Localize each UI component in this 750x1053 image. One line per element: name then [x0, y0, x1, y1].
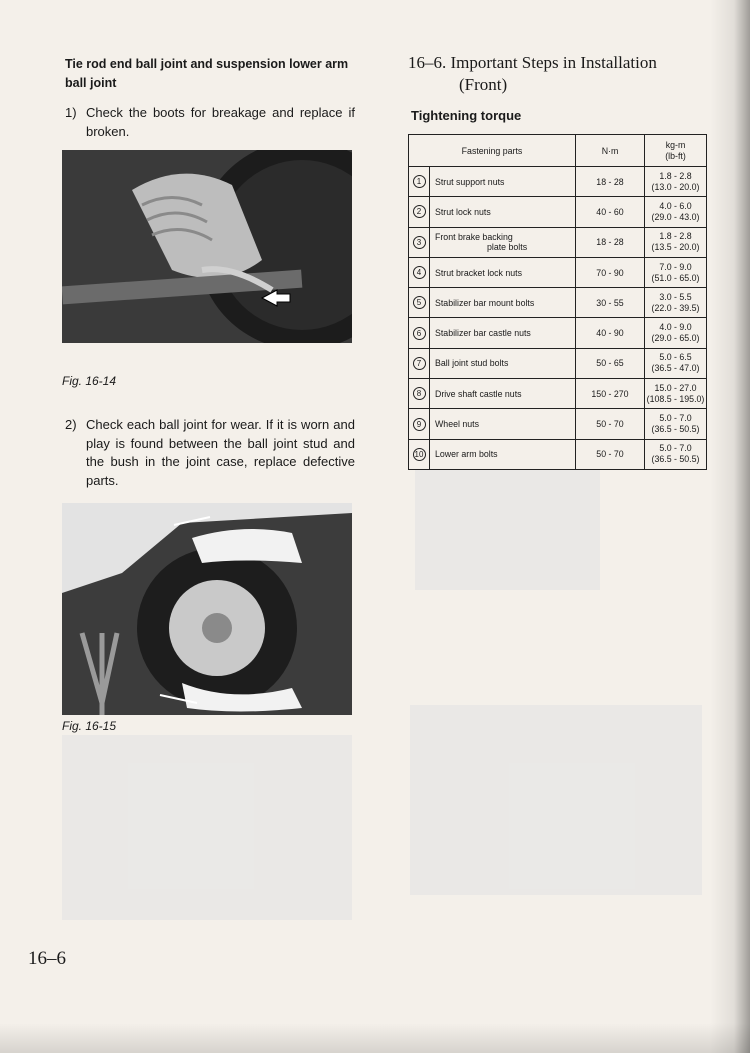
row-part-name: Drive shaft castle nuts: [435, 388, 522, 399]
row-index-number: 5: [413, 296, 426, 309]
row-index-number: 4: [413, 266, 426, 279]
figure-16-14-caption: Fig. 16-14: [62, 374, 117, 388]
torque-table-header-row: [409, 135, 707, 167]
step-2-text: Check each ball joint for wear. If it is worn and play is found between the ball joint stud and the bush in the joint case, replace defective parts.: [86, 417, 355, 488]
row-nm-value: 40 - 90: [576, 318, 645, 348]
row-kgm-cell: [645, 167, 707, 197]
row-nm-value: 50 - 70: [576, 439, 645, 469]
row-nm-value: 18 - 28: [576, 167, 645, 197]
row-part-name: Front brake backing: [435, 232, 513, 243]
step-1: [65, 104, 355, 141]
row-kgm-value: 4.0 - 9.0: [659, 322, 692, 333]
page-bottom-edge: [0, 1023, 750, 1053]
row-index-cell: [409, 348, 430, 378]
row-index-number: 10: [413, 448, 426, 461]
torque-row: [409, 348, 707, 378]
tightening-torque-heading: Tightening torque: [411, 108, 522, 123]
row-index-number: 9: [413, 418, 426, 431]
row-kgm-value: 7.0 - 9.0: [659, 261, 692, 272]
row-kgm-value: 5.0 - 7.0: [659, 413, 692, 424]
row-index-cell: [409, 197, 430, 227]
row-index-number: 2: [413, 205, 426, 218]
row-kgm-cell: [645, 379, 707, 409]
installation-heading: [408, 52, 708, 96]
row-part-cell: [430, 288, 576, 318]
header-kgm-unit: kg-m: [665, 139, 686, 150]
row-nm-value: 150 - 270: [576, 379, 645, 409]
row-index-cell: [409, 379, 430, 409]
figure-16-15-photo: [62, 503, 352, 715]
row-kgm-cell: [645, 318, 707, 348]
torque-row: [409, 439, 707, 469]
header-kgm: [645, 135, 707, 167]
row-kgm-cell: [645, 197, 707, 227]
row-lbft-value: (22.0 - 39.5): [651, 302, 700, 313]
row-index-cell: [409, 257, 430, 287]
torque-row: [409, 167, 707, 197]
step-1-number: 1): [65, 105, 77, 120]
row-index-number: 6: [413, 327, 426, 340]
torque-row: [409, 197, 707, 227]
step-1-text: Check the boots for breakage and replace if broken.: [86, 105, 355, 139]
row-kgm-value: 1.8 - 2.8: [659, 231, 692, 242]
torque-row: [409, 227, 707, 257]
row-index-cell: [409, 439, 430, 469]
row-lbft-value: (36.5 - 50.5): [651, 454, 700, 465]
row-lbft-value: (29.0 - 65.0): [651, 333, 700, 344]
row-lbft-value: (29.0 - 43.0): [651, 211, 700, 222]
row-lbft-value: (108.5 - 195.0): [646, 393, 705, 404]
row-part-cell: [430, 379, 576, 409]
installation-heading-line2: (Front): [459, 75, 508, 94]
row-kgm-cell: [645, 227, 707, 257]
header-nm: N·m: [576, 135, 645, 167]
row-part-cell: [430, 439, 576, 469]
row-index-number: 3: [413, 236, 426, 249]
row-lbft-value: (36.5 - 50.5): [651, 424, 700, 435]
row-kgm-cell: [645, 439, 707, 469]
row-part-name-cont: plate bolts: [487, 242, 528, 253]
row-index-number: 8: [413, 387, 426, 400]
row-nm-value: 50 - 70: [576, 409, 645, 439]
row-part-cell: [430, 318, 576, 348]
row-part-name: Strut bracket lock nuts: [435, 267, 523, 278]
row-part-name: Wheel nuts: [435, 419, 480, 430]
torque-row: [409, 409, 707, 439]
row-nm-value: 18 - 28: [576, 227, 645, 257]
row-nm-value: 50 - 65: [576, 348, 645, 378]
row-index-cell: [409, 227, 430, 257]
row-kgm-value: 1.8 - 2.8: [659, 170, 692, 181]
row-lbft-value: (51.0 - 65.0): [651, 272, 700, 283]
step-2-number: 2): [65, 417, 77, 432]
row-part-cell: [430, 197, 576, 227]
torque-row: [409, 379, 707, 409]
row-part-cell: [430, 167, 576, 197]
page-number: 16–6: [28, 948, 66, 969]
row-kgm-cell: [645, 409, 707, 439]
row-index-cell: [409, 318, 430, 348]
section-heading: Tie rod end ball joint and suspension lower arm ball joint: [65, 57, 349, 90]
row-nm-value: 70 - 90: [576, 257, 645, 287]
show-through-ghost-3: [62, 735, 352, 920]
row-index-number: 7: [413, 357, 426, 370]
figure-16-15-caption: Fig. 16-15: [62, 719, 117, 733]
row-nm-value: 30 - 55: [576, 288, 645, 318]
row-part-cell: [430, 227, 576, 257]
row-lbft-value: (13.0 - 20.0): [651, 181, 700, 192]
torque-row: [409, 257, 707, 287]
row-part-name: Stabilizer bar castle nuts: [435, 328, 531, 339]
row-part-cell: [430, 257, 576, 287]
page-edge-shadow: [710, 0, 750, 1053]
show-through-ghost-1: [415, 470, 600, 590]
torque-table: [408, 134, 707, 470]
row-part-name: Strut support nuts: [435, 176, 505, 187]
header-lbft-unit: (lb-ft): [665, 150, 686, 161]
row-part-name: Stabilizer bar mount bolts: [435, 297, 535, 308]
row-index-cell: [409, 167, 430, 197]
row-kgm-cell: [645, 288, 707, 318]
row-kgm-value: 15.0 - 27.0: [654, 382, 697, 393]
row-kgm-value: 5.0 - 6.5: [659, 352, 692, 363]
torque-row: [409, 288, 707, 318]
row-lbft-value: (36.5 - 47.0): [651, 363, 700, 374]
step-2: [65, 416, 355, 490]
row-part-name: Lower arm bolts: [435, 449, 498, 460]
header-fastening-parts: Fastening parts: [409, 135, 576, 167]
row-nm-value: 40 - 60: [576, 197, 645, 227]
row-part-cell: [430, 348, 576, 378]
row-part-cell: [430, 409, 576, 439]
show-through-ghost-2: [410, 705, 702, 895]
figure-16-14-photo: [62, 150, 352, 343]
row-index-cell: [409, 409, 430, 439]
row-part-name: Ball joint stud bolts: [435, 358, 509, 369]
row-kgm-value: 3.0 - 5.5: [659, 291, 692, 302]
torque-row: [409, 318, 707, 348]
row-kgm-cell: [645, 348, 707, 378]
row-kgm-value: 5.0 - 7.0: [659, 443, 692, 454]
row-index-number: 1: [413, 175, 426, 188]
installation-heading-line1: 16–6. Important Steps in Installation: [408, 53, 657, 72]
row-part-name: Strut lock nuts: [435, 206, 491, 217]
row-kgm-value: 4.0 - 6.0: [659, 200, 692, 211]
row-kgm-cell: [645, 257, 707, 287]
row-lbft-value: (13.5 - 20.0): [651, 242, 700, 253]
row-index-cell: [409, 288, 430, 318]
